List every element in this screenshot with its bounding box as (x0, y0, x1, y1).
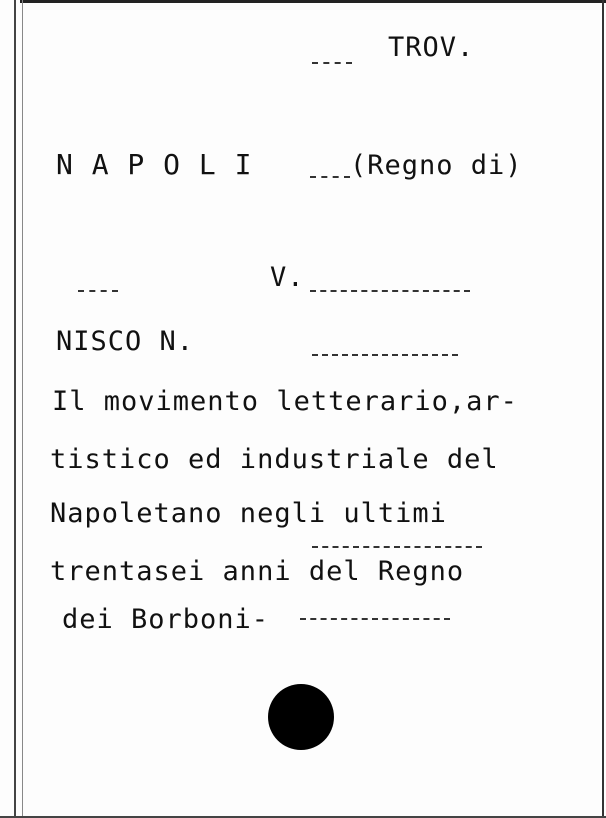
scan-edge-left (14, 0, 23, 818)
heading-dash (310, 176, 350, 178)
volume-marker: V. (270, 262, 305, 293)
scan-edge-top (20, 0, 606, 7)
punch-hole (268, 684, 334, 750)
heading-qualifier: (Regno di) (350, 150, 523, 181)
header-dash (312, 62, 352, 64)
title-line-5: dei Borboni- (62, 604, 270, 635)
volume-dash-left (78, 290, 118, 292)
title-line-4: trentasei anni del Regno (50, 556, 465, 587)
title-underline (312, 546, 482, 548)
author-dash (312, 354, 458, 356)
title-line-1: Il movimento letterario,ar- (52, 386, 518, 417)
scan-edge-right (599, 0, 604, 818)
header-code: TROV. (388, 32, 475, 63)
scan-edge-bottom (0, 813, 606, 818)
volume-dash-right (310, 290, 470, 292)
title-line-2: tistico ed industriale del (50, 444, 499, 475)
title-end-dash (300, 618, 450, 620)
heading-place: N A P O L I (56, 148, 253, 181)
author-name: NISCO N. (56, 326, 195, 357)
title-line-3: Napoletano negli ultimi (50, 498, 447, 529)
